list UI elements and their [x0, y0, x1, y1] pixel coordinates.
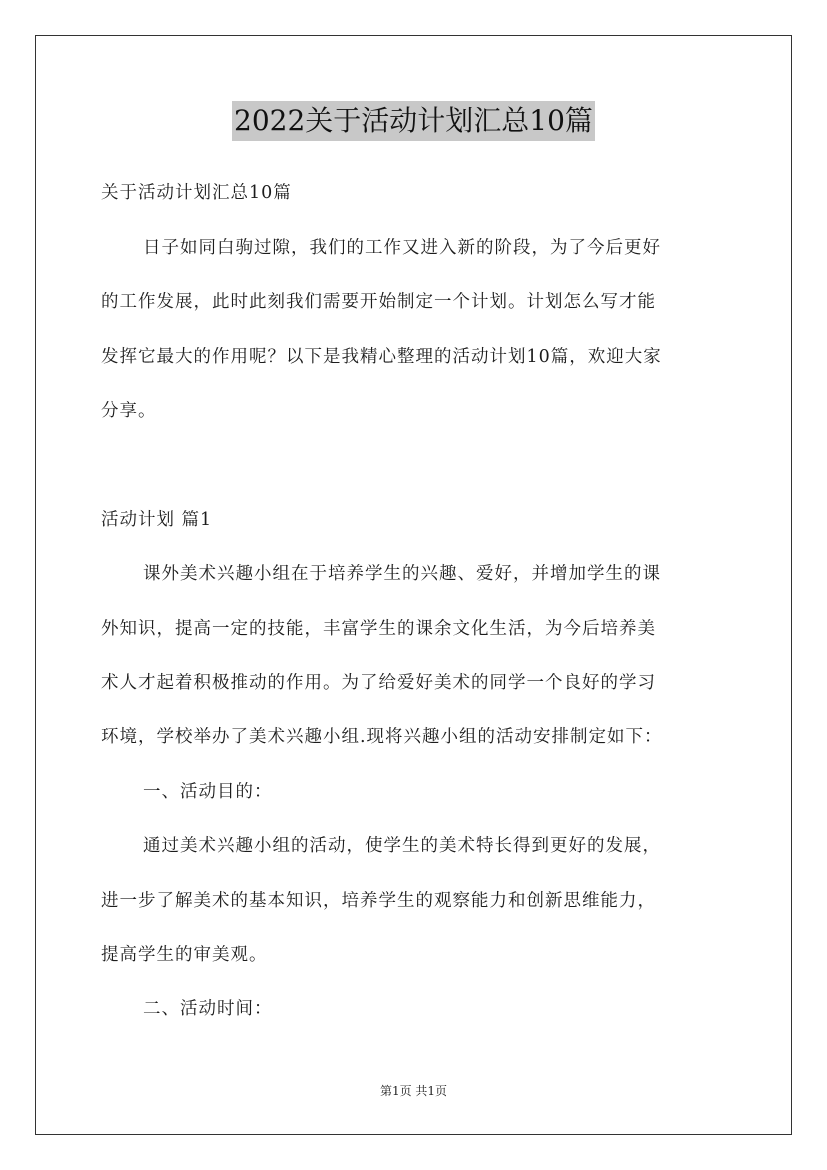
- subheading-activity-time: 二、活动时间：: [143, 999, 273, 1019]
- intro-paragraph-line-4: 分享。: [101, 401, 157, 421]
- purpose-paragraph-line-2: 进一步了解美术的基本知识，培养学生的观察能力和创新思维能力，: [101, 891, 656, 911]
- body-paragraph-line-3: 术人才起着积极推动的作用。为了给爱好美术的同学一个良好的学习: [101, 673, 656, 693]
- body-paragraph-line-1: 课外美术兴趣小组在于培养学生的兴趣、爱好，并增加学生的课: [143, 564, 661, 584]
- intro-paragraph-line-2: 的工作发展，此时此刻我们需要开始制定一个计划。计划怎么写才能: [101, 292, 656, 312]
- body-paragraph-line-2: 外知识，提高一定的技能，丰富学生的课余文化生活，为今后培养美: [101, 619, 656, 639]
- subtitle-line: 关于活动计划汇总10篇: [101, 183, 292, 203]
- page-footer: 第1页 共1页: [379, 1084, 448, 1098]
- body-paragraph-line-4: 环境，学校举办了美术兴趣小组.现将兴趣小组的活动安排制定如下：: [101, 727, 663, 747]
- section-heading-plan-1: 活动计划 篇1: [101, 510, 213, 530]
- purpose-paragraph-line-1: 通过美术兴趣小组的活动，使学生的美术特长得到更好的发展，: [143, 836, 661, 856]
- title-container: [0, 101, 827, 141]
- intro-paragraph-line-3: 发挥它最大的作用呢？以下是我精心整理的活动计划10篇，欢迎大家: [101, 347, 662, 367]
- intro-paragraph-line-1: 日子如同白驹过隙，我们的工作又进入新的阶段，为了今后更好: [143, 238, 661, 258]
- subheading-activity-purpose: 一、活动目的：: [143, 782, 273, 802]
- purpose-paragraph-line-3: 提高学生的审美观。: [101, 945, 268, 965]
- document-title: 2022关于活动计划汇总10篇: [232, 101, 595, 141]
